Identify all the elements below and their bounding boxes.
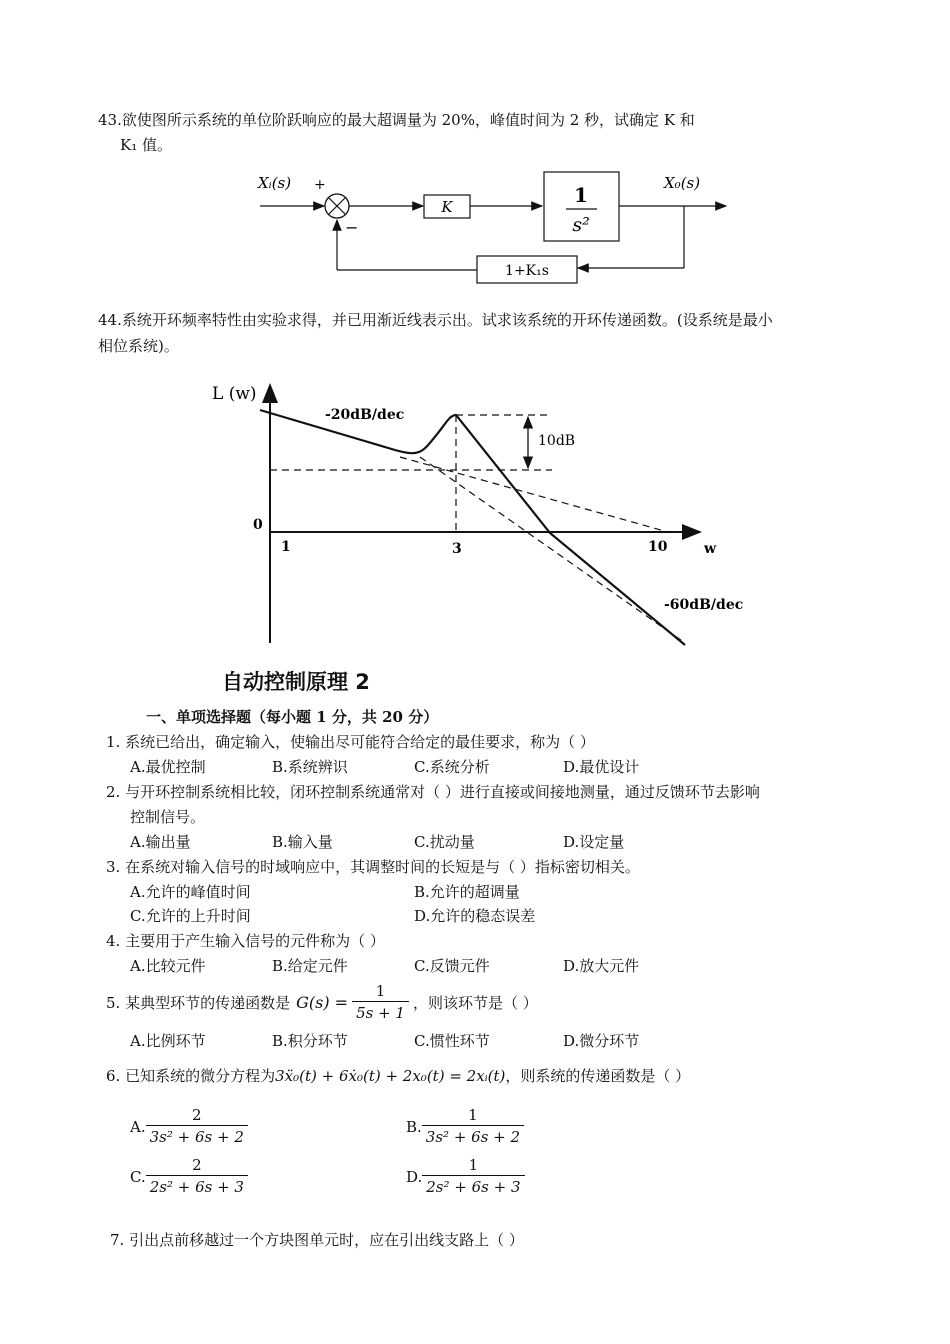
bode-zero: 0 <box>253 517 263 533</box>
question-6-option-b-den: 3s² + 6s + 2 <box>422 1125 524 1148</box>
question-6-option-c-den: 2s² + 6s + 3 <box>146 1175 248 1198</box>
question-5-stem-pre: 5. 某典型环节的传递函数是 <box>106 993 291 1012</box>
question-4-option-c: C.反馈元件 <box>414 957 490 975</box>
question-5-stem <box>106 981 538 1024</box>
question-3-option-a: A.允许的峰值时间 <box>130 883 251 901</box>
question-6-option-c <box>130 1155 248 1198</box>
bode-tick-3: 3 <box>452 541 462 557</box>
question-6-stem-pre: 6. 已知系统的微分方程为 <box>106 1067 276 1085</box>
question-5-stem-post: ，则该环节是（ ） <box>412 993 538 1012</box>
question-5-option-c: C.惯性环节 <box>414 1032 490 1050</box>
question-6-option-b-label: B. <box>406 1117 422 1136</box>
question-1-option-c: C.系统分析 <box>414 758 490 776</box>
question-2-option-a: A.输出量 <box>130 833 191 851</box>
question-5-option-d: D.微分环节 <box>563 1032 640 1050</box>
question-6-stem <box>106 1065 690 1087</box>
summing-junction <box>325 194 349 218</box>
question-6-option-d-den: 2s² + 6s + 3 <box>422 1175 524 1198</box>
minus-sign: − <box>345 218 359 237</box>
feedback-label: 1+K₁s <box>505 263 549 279</box>
question-5-option-a: A.比例环节 <box>130 1032 206 1050</box>
bode-slope-low: -20dB/dec <box>325 407 405 423</box>
q44-line1: 44.系统开环频率特性由实验求得，并已用渐近线表示出。试求该系统的开环传递函数。(设系统是最小 <box>98 311 773 329</box>
asymptote-low-extension <box>400 457 668 532</box>
bode-magnitude-curve <box>260 410 685 645</box>
question-3-option-c: C.允许的上升时间 <box>130 907 251 925</box>
input-label: Xᵢ(s) <box>258 174 292 192</box>
bode-peak-label: 10dB <box>538 433 576 449</box>
question-1-stem: 1. 系统已给出，确定输入，使输出尽可能符合给定的最佳要求，称为（ ） <box>106 733 595 751</box>
section-heading: 一、单项选择题（每小题 1 分，共 20 分） <box>146 708 439 726</box>
question-3-option-d: D.允许的稳态误差 <box>414 907 536 925</box>
question-2-stem: 2. 与开环控制系统相比较，闭环控制系统通常对（ ）进行直接或间接地测量，通过反馈环节去影响 <box>106 783 760 801</box>
block-diagram <box>240 160 740 290</box>
question-6-option-a <box>130 1105 248 1148</box>
question-2-option-d: D.设定量 <box>563 833 625 851</box>
question-6-option-b-num: 1 <box>468 1106 478 1124</box>
plant-denominator: s² <box>572 214 590 236</box>
question-6-stem-post: ，则系统的传递函数是（ ） <box>505 1067 691 1085</box>
question-5-equation-lhs: G(s) = <box>296 992 349 1012</box>
question-7-stem: 7. 引出点前移越过一个方块图单元时，应在引出线支路上（ ） <box>110 1231 524 1249</box>
question-3-option-b: B.允许的超调量 <box>414 883 520 901</box>
question-6-option-d <box>406 1155 525 1198</box>
plant-numerator: 1 <box>574 183 588 207</box>
question-6-option-a-label: A. <box>130 1117 146 1136</box>
bode-ylabel: L (w) <box>212 384 257 404</box>
q44-line2: 相位系统)。 <box>98 337 179 355</box>
question-4-option-b: B.给定元件 <box>272 957 348 975</box>
question-5-fraction-den: 5s + 1 <box>352 1001 409 1024</box>
bode-xlabel: w <box>704 541 717 557</box>
q43-line2: K₁ 值。 <box>120 136 172 154</box>
bode-tick-1: 1 <box>281 539 291 555</box>
question-6-option-d-num: 1 <box>468 1156 479 1174</box>
bode-plot <box>200 375 760 650</box>
q43-line1: 43.欲使图所示系统的单位阶跃响应的最大超调量为 20%，峰值时间为 2 秒，试确定 K 和 <box>98 111 695 129</box>
question-6-option-c-label: C. <box>130 1167 146 1186</box>
question-6-option-b <box>406 1105 524 1148</box>
question-4-option-d: D.放大元件 <box>563 957 640 975</box>
bode-slope-high: -60dB/dec <box>664 597 744 613</box>
question-5-fraction-num: 1 <box>375 982 386 1000</box>
question-3-stem: 3. 在系统对输入信号的时域响应中，其调整时间的长短是与（ ）指标密切相关。 <box>106 858 640 876</box>
question-1-option-b: B.系统辨识 <box>272 758 348 776</box>
bode-tick-10: 10 <box>648 539 668 555</box>
question-6-option-a-num: 2 <box>191 1106 202 1124</box>
question-6-option-a-den: 3s² + 6s + 2 <box>146 1125 248 1148</box>
question-6-option-c-num: 2 <box>192 1156 202 1174</box>
question-1-option-d: D.最优设计 <box>563 758 640 776</box>
plus-sign: + <box>314 177 326 193</box>
question-2-option-b: B.输入量 <box>272 833 333 851</box>
output-label: X₀(s) <box>664 174 701 192</box>
question-6-equation: 3ẍ₀(t) + 6ẋ₀(t) + 2x₀(t) = 2xᵢ(t) <box>275 1067 506 1085</box>
question-2-stem-continued: 控制信号。 <box>130 808 206 826</box>
question-5-fraction <box>352 981 409 1024</box>
section-title: 自动控制原理 2 <box>222 670 370 694</box>
question-4-option-a: A.比较元件 <box>130 957 206 975</box>
gain-label: K <box>441 198 453 216</box>
question-5-option-b: B.积分环节 <box>272 1032 348 1050</box>
question-6-option-d-label: D. <box>406 1167 423 1186</box>
question-1-option-a: A.最优控制 <box>130 758 206 776</box>
question-4-stem: 4. 主要用于产生输入信号的元件称为（ ） <box>106 932 385 950</box>
question-2-option-c: C.扰动量 <box>414 833 475 851</box>
